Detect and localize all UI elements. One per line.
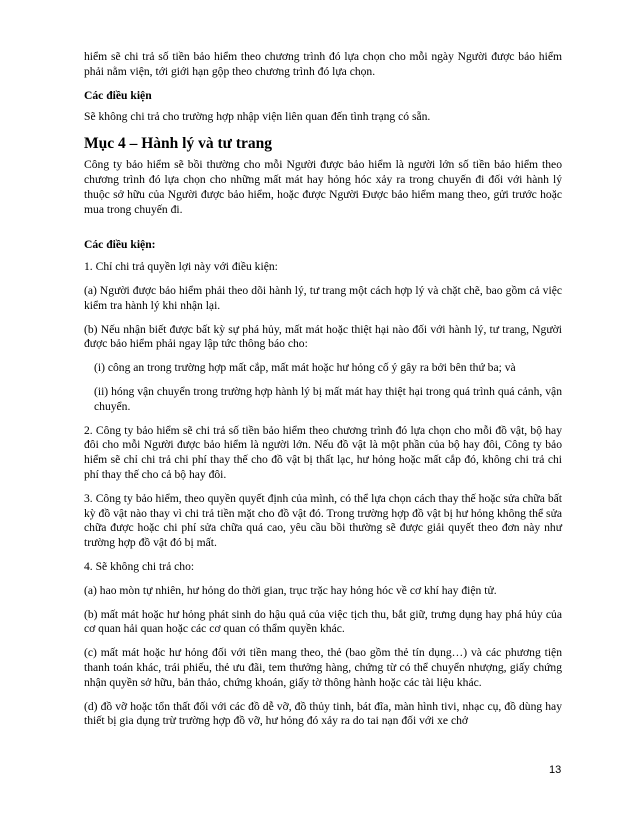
clause-1b: (b) Nếu nhận biết được bất kỳ sự phá hủy, mất mát hoặc thiệt hại nào đối với hành lý, tư trang, Người được bảo hiểm phải ngay lập tức thông báo cho:: [84, 322, 562, 351]
conditions-heading: Các điều kiện:: [84, 238, 156, 252]
conditions-heading: Các điều kiện: [84, 88, 152, 102]
clause-1: 1. Chỉ chi trả quyền lợi này với điều kiện:: [84, 260, 278, 274]
intro-paragraph: hiểm sẽ chi trả số tiền bảo hiểm theo chương trình đó lựa chọn cho mỗi ngày Người được bảo hiểm phải nằm viện, tới giới hạn gộp theo chương trình đó lựa chọn.: [84, 50, 562, 78]
clause-4: 4. Sẽ không chi trả cho:: [84, 559, 195, 573]
clause-4a: (a) hao mòn tự nhiên, hư hỏng do thời gian, trục trặc hay hỏng hóc về cơ khí hay điện tử.: [84, 583, 497, 597]
clause-2: 2. Công ty bảo hiểm sẽ chi trả số tiền bảo hiểm theo chương trình đó lựa chọn cho mỗi đồ vật, bộ hay đôi cho mỗi Người được bảo hiểm là người lớn. Nếu đồ vật là một phần của bộ hay đôi, Công ty bảo hiểm sẽ chỉ chi trả chi phí thay thế cho đồ vật bị thất lạc, hư hỏng hoặc mất cắp đó, không chi trả chi phí thay thế cho cả bộ hay đôi.: [84, 423, 562, 481]
condition-paragraph: Sẽ không chi trả cho trường hợp nhập viện liên quan đến tình trạng có sẵn.: [84, 110, 431, 124]
clause-1b-ii: (ii) hóng vận chuyển trong trường hợp hành lý bị mất mát hay thiệt hại trong quá trình quá cảnh, vận chuyển.: [94, 384, 562, 413]
spacer: [84, 226, 562, 238]
clause-1b-i: (i) công an trong trường hợp mất cắp, mất mát hoặc hư hỏng cố ý gây ra bởi bên thứ ba; và: [94, 361, 516, 375]
clause-4d: (d) đồ vỡ hoặc tổn thất đối với các đồ dễ vỡ, đồ thủy tinh, bát đĩa, màn hình tivi, nhạc cụ, đồ dùng hay thiết bị gia dụng trừ trường hợp đồ vỡ, hư hỏng đó xảy ra do tai nạn đối với xe chở: [84, 699, 562, 728]
section-title: Mục 4 – Hành lý và tư trang: [84, 135, 272, 153]
clause-1a: (a) Người được bảo hiểm phải theo dõi hành lý, tư trang một cách hợp lý và chặt chẽ, bao gồm cả việc kiểm tra hành lý khi nhận lại.: [84, 283, 562, 312]
section-paragraph: Công ty bảo hiểm sẽ bồi thường cho mỗi Người được bảo hiểm là người lớn số tiền bảo hiểm theo chương trình đó lựa chọn cho những mất mát hay hỏng hóc xảy ra trong chuyến đi đối với hành lý thuộc sở hữu của Người được bảo hiểm, hoặc được Người Được bảo hiểm mang theo, gửi trước hoặc mua trong chuyến đi.: [84, 158, 562, 216]
document-body: [84, 50, 562, 738]
clause-3: 3. Công ty bảo hiểm, theo quyền quyết định của mình, có thể lựa chọn cách thay thế hoặc sửa chữa bất kỳ đồ vật nào thay vì chi trả tiền mặt cho đồ vật đó. Trong trường hợp đồ vật bị hư hỏng không thể sửa chữa được hoặc chi phí sửa chữa quá cao, yêu cầu bồi thường sẽ được giải quyết theo đơn này như trường hợp đồ vật đó bị mất.: [84, 491, 562, 550]
clause-4c: (c) mất mát hoặc hư hỏng đối với tiền mang theo, thẻ (bao gồm thẻ tín dụng…) và các phương tiện thanh toán khác, trái phiếu, thẻ ưu đãi, tem thưởng hàng, chứng từ có thể chuyển nhượng, giấy chứng nhận quyền sở hữu, bản thảo, chứng khoán, giấy tờ thông hành hoặc các tài liệu khác.: [84, 646, 562, 689]
clause-4b: (b) mất mát hoặc hư hỏng phát sinh do hậu quả của việc tịch thu, bắt giữ, trưng dụng hay phá hủy của cơ quan hải quan hoặc các cơ quan có thẩm quyền khác.: [84, 607, 562, 636]
page-number: 13: [549, 764, 562, 776]
